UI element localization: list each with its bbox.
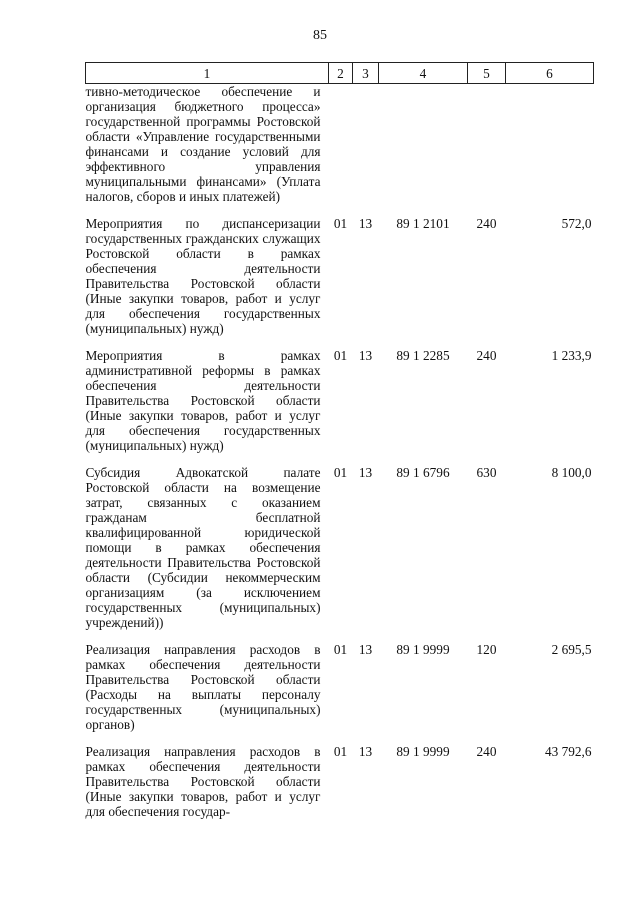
row-subsection: 13 (358, 348, 373, 363)
row-target-article: 89 1 9999 (396, 642, 450, 657)
table-row (86, 216, 594, 348)
row-section: 01 (333, 465, 348, 480)
row-target-article: 89 1 2285 (396, 348, 450, 363)
row-description: Субсидия Адвокатской палате Ростовской области на возмещение затрат, связанных с оказанием гражданам бесплатной квалифицированной юридической помощи в рамках обеспечения деятельности Правительства Ростовской области (Субсидии некоммерческим организациям (за исключением государственных (муниципальных) учреждений)) (85, 465, 321, 630)
header-col-1: 1 (86, 63, 329, 84)
table-row (86, 744, 594, 819)
row-amount: 43 792,6 (544, 744, 592, 759)
row-description: Реализация направления расходов в рамках обеспечения деятельности Правительства Ростовской области (Расходы на выплаты персоналу государственных (муниципальных) органов) (85, 642, 321, 732)
header-col-4: 4 (379, 63, 468, 84)
header-col-6: 6 (506, 63, 594, 84)
row-amount (506, 84, 594, 217)
row-expense-type: 120 (476, 642, 497, 657)
row-section (329, 84, 353, 217)
row-expense-type (468, 84, 506, 217)
header-col-2: 2 (329, 63, 353, 84)
row-target-article: 89 1 2101 (396, 216, 450, 231)
row-amount: 1 233,9 (551, 348, 592, 363)
header-col-5: 5 (468, 63, 506, 84)
row-expense-type: 630 (476, 465, 497, 480)
row-description: Реализация направления расходов в рамках обеспечения деятельности Правительства Ростовской области (Иные закупки товаров, работ и услуг для обеспечения государ- (85, 744, 321, 819)
row-amount: 572,0 (561, 216, 592, 231)
row-amount: 8 100,0 (551, 465, 592, 480)
row-section: 01 (333, 744, 348, 759)
table-row (86, 642, 594, 744)
row-subsection (353, 84, 379, 217)
row-subsection: 13 (358, 465, 373, 480)
page-number: 85 (313, 28, 327, 43)
row-section: 01 (333, 348, 348, 363)
table-row (86, 465, 594, 642)
table-row (86, 84, 594, 217)
row-amount: 2 695,5 (551, 642, 592, 657)
row-target-article (379, 84, 468, 217)
row-target-article: 89 1 9999 (396, 744, 450, 759)
row-description: Мероприятия по диспансеризации государственных гражданских служащих Ростовской области в рамках обеспечения деятельности Правительства Ростовской области (Иные закупки товаров, работ и услуг для обеспечения государственных (муниципальных) нужд) (85, 216, 321, 336)
header-col-3: 3 (353, 63, 379, 84)
row-description: Мероприятия в рамках административной реформы в рамках обеспечения деятельности Правительства Ростовской области (Иные закупки товаров, работ и услуг для обеспечения государственных (муниципальных) нужд) (85, 348, 321, 453)
row-expense-type: 240 (476, 744, 497, 759)
table-row (86, 348, 594, 465)
budget-table (85, 62, 594, 819)
row-target-article: 89 1 6796 (396, 465, 450, 480)
row-expense-type: 240 (476, 216, 497, 231)
row-subsection: 13 (358, 216, 373, 231)
row-section: 01 (333, 216, 348, 231)
table-header-row (86, 63, 594, 84)
row-subsection: 13 (358, 642, 373, 657)
row-subsection: 13 (358, 744, 373, 759)
row-description: тивно-методическое обеспечение и организация бюджетного процесса» государственной программы Ростовской области «Управление государственными финансами и создание условий для эффективного управления муниципальными финансами» (Уплата налогов, сборов и иных платежей) (85, 84, 321, 204)
row-section: 01 (333, 642, 348, 657)
row-expense-type: 240 (476, 348, 497, 363)
